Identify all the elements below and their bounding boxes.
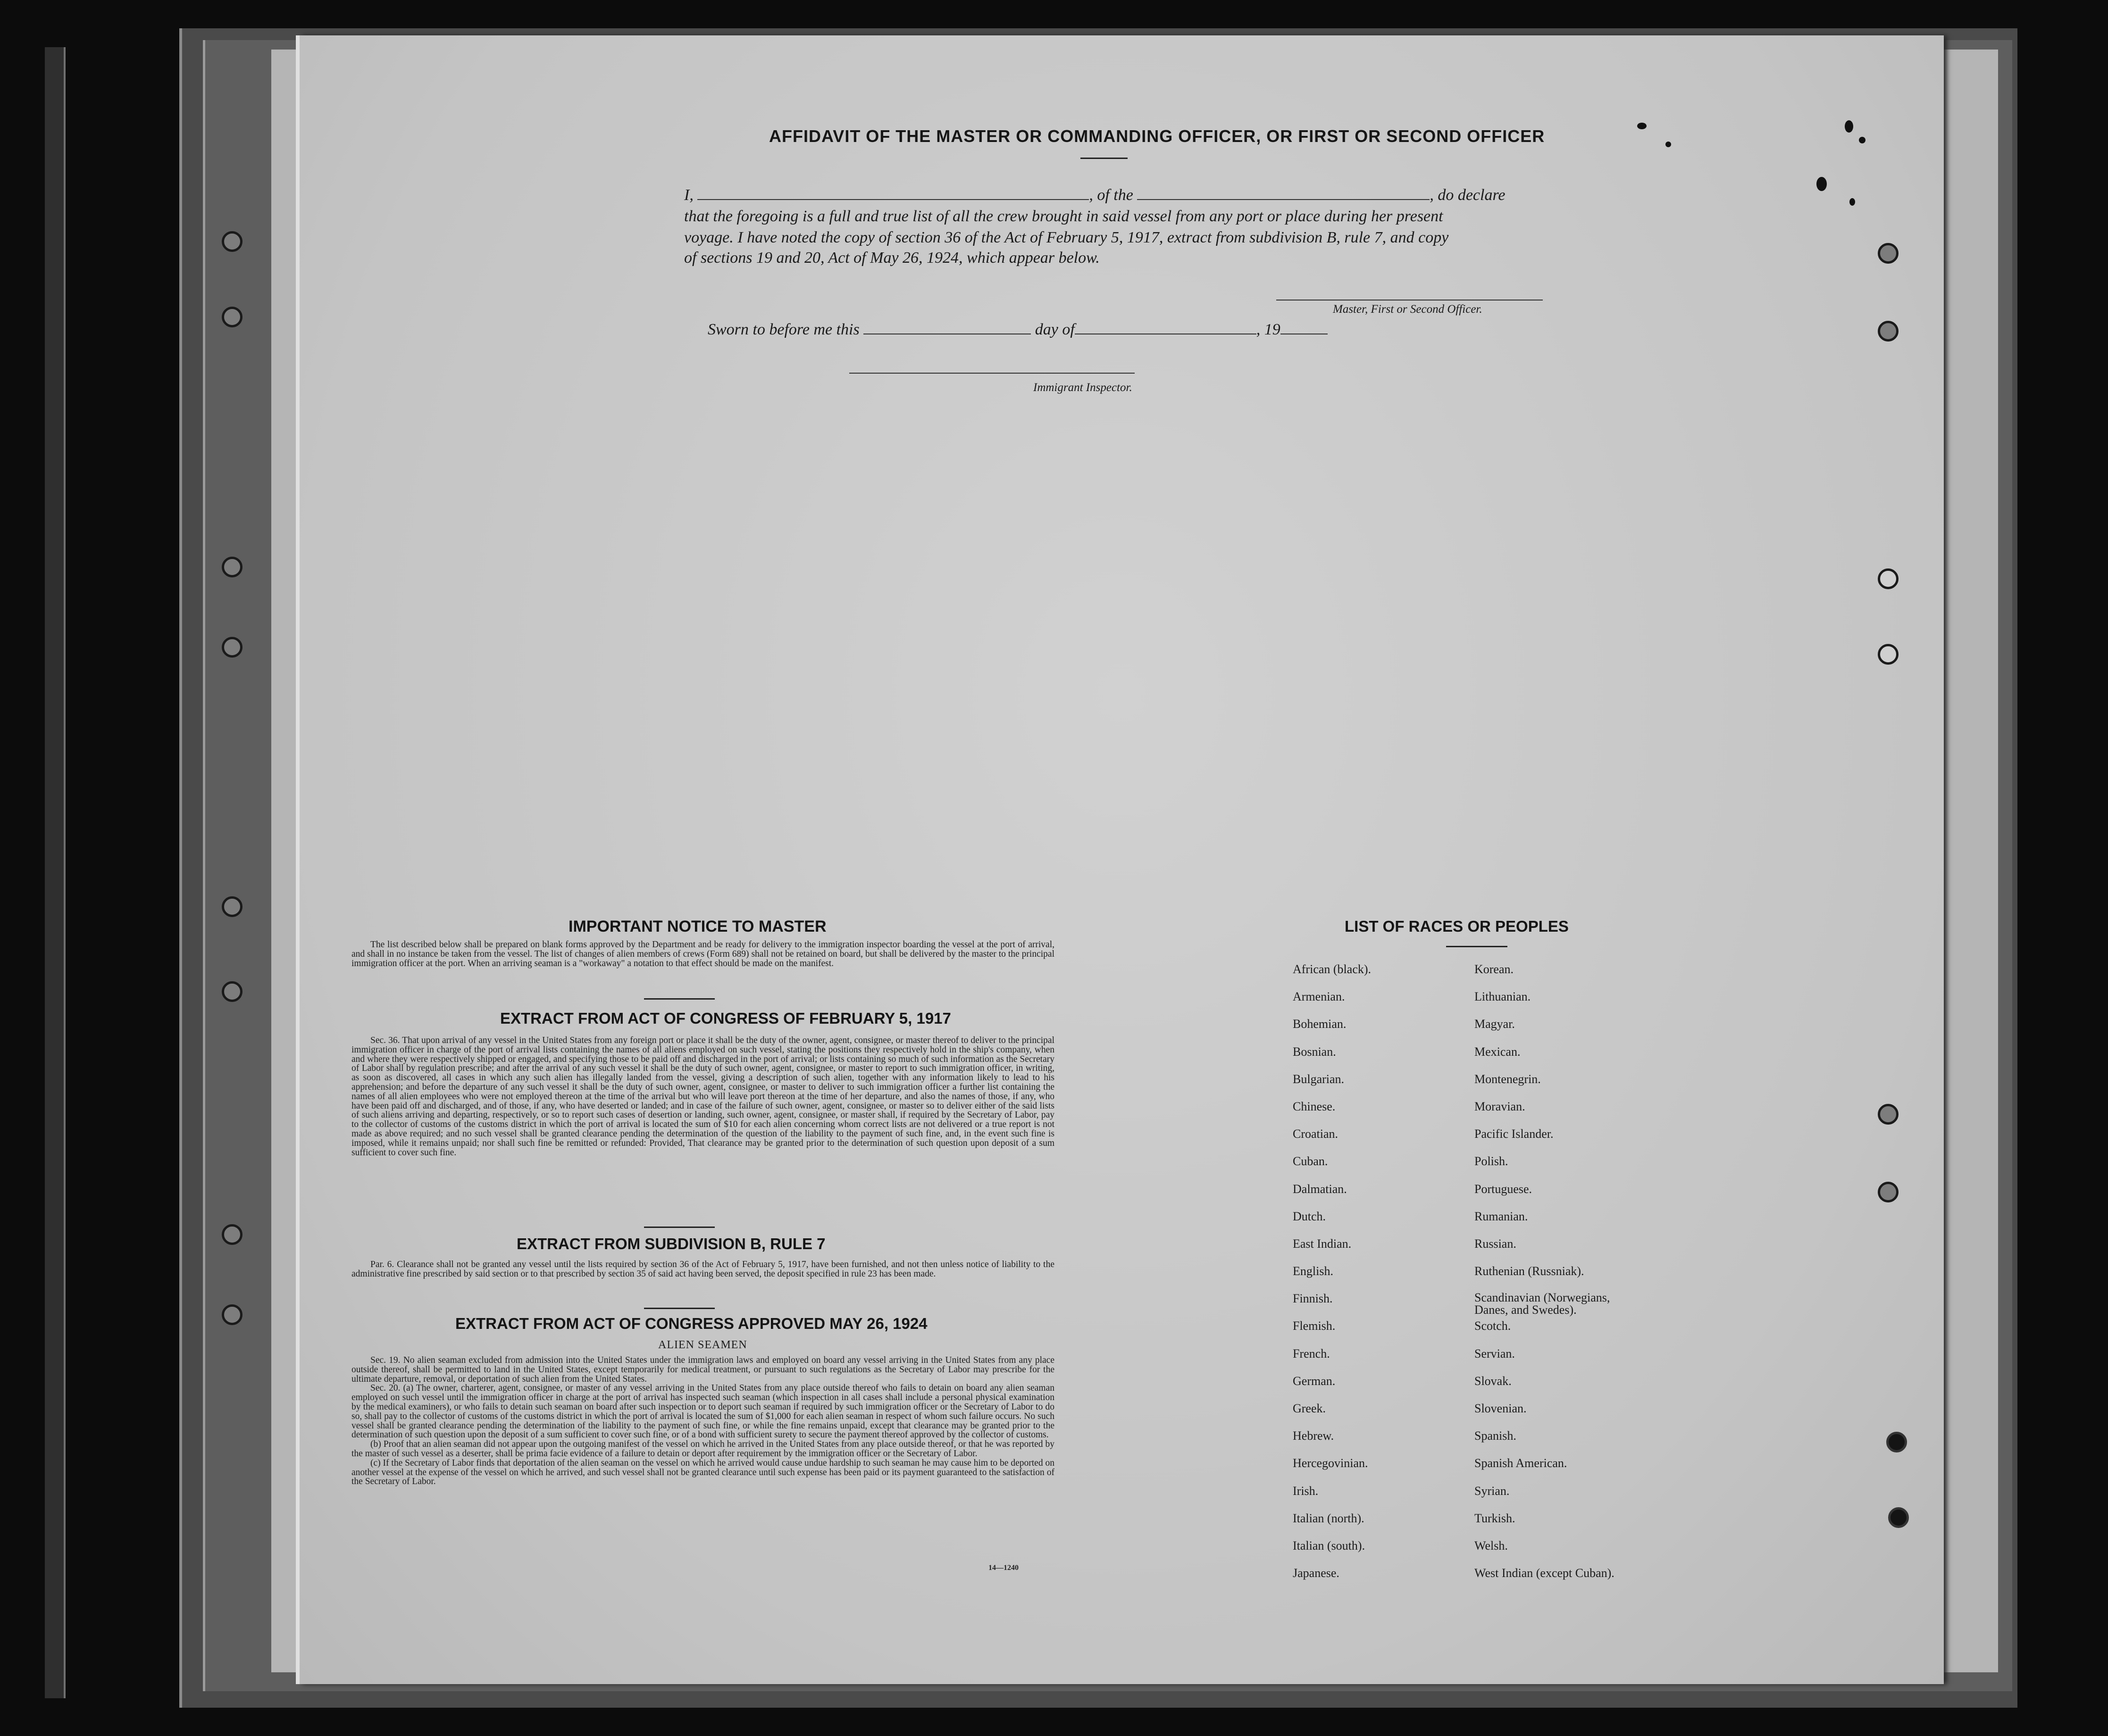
race-item: Magyar. bbox=[1474, 1017, 1515, 1031]
punch-hole-icon bbox=[1886, 1432, 1907, 1452]
alien-seamen-heading: ALIEN SEAMEN bbox=[658, 1339, 747, 1351]
race-item: Dalmatian. bbox=[1293, 1182, 1347, 1196]
race-item: Flemish. bbox=[1293, 1319, 1336, 1333]
sworn-prefix: Sworn to before me this bbox=[708, 321, 860, 338]
title-divider bbox=[1446, 946, 1507, 947]
race-item: Ruthenian (Russniak). bbox=[1474, 1264, 1584, 1278]
race-item: Servian. bbox=[1474, 1346, 1515, 1360]
master-caption: Master, First or Second Officer. bbox=[1333, 303, 1482, 316]
races-left-column bbox=[1293, 962, 1371, 1594]
race-item: Armenian. bbox=[1293, 990, 1345, 1004]
punch-hole-icon bbox=[222, 981, 243, 1002]
title-divider bbox=[1080, 158, 1128, 159]
extract-1924-title: EXTRACT FROM ACT OF CONGRESS APPROVED MAY 26, 1924 bbox=[455, 1315, 928, 1332]
punch-hole-icon bbox=[222, 557, 243, 577]
punch-hole-icon bbox=[1878, 243, 1899, 264]
vessel-blank[interactable] bbox=[1137, 187, 1430, 200]
race-item: Portuguese. bbox=[1474, 1182, 1532, 1196]
race-item: African (black). bbox=[1293, 962, 1372, 976]
race-item: Bulgarian. bbox=[1293, 1072, 1345, 1086]
race-item: Mexican. bbox=[1474, 1044, 1521, 1059]
race-item: East Indian. bbox=[1293, 1236, 1352, 1251]
punch-hole-icon bbox=[222, 1224, 243, 1245]
punch-hole-icon bbox=[222, 896, 243, 917]
sec-20b-paragraph: (b) Proof that an alien seaman did not appear upon the outgoing manifest of the vessel on which he arrived in the United States from any place outside thereof, or that he was reported by the master of such vessel as a deserter, shall be prima facie evidence of a failure to detain or deport after requirement by the immigration officer or the Secretary of Labor. bbox=[351, 1439, 1054, 1459]
race-item: Hebrew. bbox=[1293, 1429, 1334, 1443]
punch-hole-icon bbox=[1878, 1182, 1899, 1202]
name-blank[interactable] bbox=[697, 187, 1089, 200]
race-item: West Indian (except Cuban). bbox=[1474, 1566, 1614, 1580]
punch-hole-icon bbox=[1888, 1507, 1909, 1528]
inspector-caption: Immigrant Inspector. bbox=[1033, 381, 1132, 394]
race-item: Scotch. bbox=[1474, 1319, 1511, 1333]
race-item: Bohemian. bbox=[1293, 1017, 1347, 1031]
race-item: Italian (south). bbox=[1293, 1538, 1365, 1552]
ink-speck bbox=[1665, 142, 1671, 147]
sworn-month-blank[interactable] bbox=[1075, 321, 1256, 334]
punch-hole-icon bbox=[222, 637, 243, 658]
race-item: Bosnian. bbox=[1293, 1044, 1336, 1059]
race-item: Syrian. bbox=[1474, 1484, 1510, 1498]
race-item: Finnish. bbox=[1293, 1292, 1333, 1306]
affidavit-declare: , do declare bbox=[1430, 186, 1506, 204]
ink-speck bbox=[1637, 123, 1647, 129]
ink-speck bbox=[1849, 198, 1855, 206]
sworn-day-blank[interactable] bbox=[863, 321, 1031, 334]
race-item: German. bbox=[1293, 1374, 1336, 1388]
race-item: Greek. bbox=[1293, 1402, 1326, 1415]
race-item: Irish. bbox=[1293, 1484, 1319, 1498]
race-item: Cuban. bbox=[1293, 1154, 1328, 1168]
races-title: LIST OF RACES OR PEOPLES bbox=[1345, 918, 1569, 935]
race-item: Croatian. bbox=[1293, 1127, 1338, 1141]
notice-text: The list described below shall be prepared on blank forms approved by the Department and be ready for delivery to the immigration inspector boarding the vessel at the port of arrival, and shall in no instance be taken from the vessel. The list of changes of alien members of crews (Form 689) shall not be retained on board, but shall be delivered by the master to the principal immigration officer at the port. When an arriving seaman is a "workaway" a notation to that effect should be made on the manifest. bbox=[351, 940, 1054, 968]
extract-1917-text: Sec. 36. That upon arrival of any vessel in the United States from any foreign port or place it shall be the duty of the owner, agent, consignee, or master thereof to deliver to the principal immigration officer in charge of the port of arrival lists containing the names of all aliens employed on such vessel, stating the positions they respectively hold in the ship's company, when and where they were respectively shipped or engaged, and specifying those to be paid off and discharged in the port of arrival; or lists containing so much of such information as the Secretary of Labor shall by regulation prescribe; and after the arrival of any such vessel it shall be the duty of such owner, agent, consignee, or master to report to such immigration officer, in writing, as soon as discovered, all cases in which any such alien has illegally landed from the vessel, giving a description of such alien, together with any information likely to lead to his apprehension; and before the departure of any such vessel it shall be the duty of such owner, agent, consignee, or master to deliver to such immigration officer a further list containing the names of all alien employees who were not employed thereon at the time of the arrival but who will leave port thereon at the time of her departure, and also the names of those, if any, who have been paid off and discharged, and of those, if any, who have deserted or landed; and in case of the failure of such owner, agent, consignee, or master so to deliver either of the said lists of such aliens arriving and departing, respectively, or so to report such cases of desertion or landing, such owner, agent, consignee, or master shall, if required by the Secretary of Labor, pay to the collector of customs of the customs district in which the port of arrival is located the sum of $10 for each alien concerning whom correct lists are not delivered or a true report is not made as above required; and no such vessel shall be granted clearance pending the determination of the question of the liability to the payment of such fine, and, in the event such fine is imposed, while it remains unpaid; nor shall such fine be remitted or refunded: Provided, That clearance may be granted prior to the determination of such question upon deposit of a sum sufficient to cover such fine. bbox=[351, 1035, 1054, 1158]
sworn-year: , 19 bbox=[1256, 321, 1280, 338]
punch-hole-icon bbox=[1878, 321, 1899, 342]
affidavit-of-the: , of the bbox=[1089, 186, 1133, 204]
section-divider bbox=[644, 1227, 715, 1228]
race-item: Spanish. bbox=[1474, 1429, 1516, 1443]
affidavit-line-1 bbox=[684, 186, 1506, 204]
race-item: French. bbox=[1293, 1346, 1330, 1360]
affidavit-title: AFFIDAVIT OF THE MASTER OR COMMANDING OFFICER, OR FIRST OR SECOND OFFICER bbox=[769, 126, 1545, 146]
sworn-day-of: day of bbox=[1035, 321, 1075, 338]
inspector-signature-line[interactable] bbox=[849, 373, 1135, 374]
race-item: Scandinavian (Norwegians, Danes, and Swedes). bbox=[1474, 1291, 1610, 1317]
section-divider bbox=[644, 1308, 715, 1309]
extract-rule7-title: EXTRACT FROM SUBDIVISION B, RULE 7 bbox=[517, 1235, 826, 1252]
punch-hole-icon bbox=[1878, 568, 1899, 589]
punch-hole-icon bbox=[222, 1304, 243, 1325]
sec-19-paragraph: Sec. 19. No alien seaman excluded from admission into the United States under the immigration laws and employed on board any vessel arriving in the United States from any place outside thereof, shall be permitted to land in the United States, except temporarily for medical treatment, or pursuant to such regulations as the Secretary of Labor may prescribe for the ultimate departure, removal, or deportation of such alien from the United States. bbox=[351, 1355, 1054, 1384]
race-item: English. bbox=[1293, 1264, 1333, 1278]
affidavit-line-4: of sections 19 and 20, Act of May 26, 1924, which appear below. bbox=[684, 249, 1100, 267]
race-item: Chinese. bbox=[1293, 1099, 1336, 1113]
race-item: Moravian. bbox=[1474, 1099, 1525, 1113]
extract-1917-title: EXTRACT FROM ACT OF CONGRESS OF FEBRUARY 5, 1917 bbox=[500, 1010, 951, 1027]
affidavit-line-2: that the foregoing is a full and true list of all the crew brought in said vessel from any port or place during her present bbox=[684, 208, 1443, 225]
race-item: Slovenian. bbox=[1474, 1402, 1527, 1415]
race-item: Japanese. bbox=[1293, 1566, 1339, 1580]
race-item: Polish. bbox=[1474, 1154, 1508, 1168]
sworn-year-blank[interactable] bbox=[1280, 321, 1328, 334]
race-item: Dutch. bbox=[1293, 1209, 1326, 1223]
ink-speck bbox=[1859, 137, 1865, 143]
race-item: Italian (north). bbox=[1293, 1511, 1364, 1525]
race-item: Spanish American. bbox=[1474, 1456, 1567, 1470]
race-item: Russian. bbox=[1474, 1236, 1516, 1251]
sec-20c-paragraph: (c) If the Secretary of Labor finds that deportation of the alien seaman on the vessel on which he arrived would cause undue hardship to such seaman he may cause him to be deported on another vessel at the expense of the vessel on which he arrived, and such vessel shall not be granted clearance until such expense has been paid or its payment guaranteed to the satisfaction of the Secretary of Labor. bbox=[351, 1458, 1054, 1487]
affidavit-i: I, bbox=[684, 186, 694, 204]
sec-20a-paragraph: Sec. 20. (a) The owner, charterer, agent, consignee, or master of any vessel arriving in the United States from any place outside thereof who fails to detain on board any alien seaman employed on such vessel until the immigration officer in charge at the port of arrival has inspected such seaman (which inspection in all cases shall include a personal physical examination by the medical examiners), or who fails to detain such seaman on board after such inspection or to deport such seaman if required by such immigration officer or the Secretary of Labor to do so, shall pay to the collector of customs of the customs district in which the port of arrival is located the sum of $1,000 for each alien seaman in respect of whom such failure occurs. No such vessel shall be granted clearance pending the determination of the liability to the payment of such fine, or while the fine remains unpaid, except that clearance may be granted prior to the determination of such question upon the deposit of a sum sufficient to cover such fine, or of a bond with sufficient surety to secure the payment thereof approved by the collector of customs. bbox=[351, 1383, 1054, 1440]
race-item: Slovak. bbox=[1474, 1374, 1512, 1388]
ink-speck bbox=[1816, 177, 1827, 191]
race-item: Montenegrin. bbox=[1474, 1072, 1541, 1086]
extract-rule7-text: Par. 6. Clearance shall not be granted any vessel until the lists required by section 36 of the Act of February 5, 1917, have been furnished, and not then unless notice of liability to the administrative fine prescribed by said section or to that prescribed by section 35 of said act having been served, the deposit specified in rule 23 has been made. bbox=[351, 1260, 1054, 1279]
race-item: Turkish. bbox=[1474, 1511, 1515, 1525]
race-item: Hercegovinian. bbox=[1293, 1456, 1368, 1470]
notice-title: IMPORTANT NOTICE TO MASTER bbox=[569, 918, 827, 935]
form-number: 14—1240 bbox=[988, 1564, 1019, 1572]
punch-hole-icon bbox=[1878, 1104, 1899, 1125]
punch-hole-icon bbox=[222, 307, 243, 327]
punch-hole-icon bbox=[222, 231, 243, 252]
affidavit-line-3: voyage. I have noted the copy of section 36 of the Act of February 5, 1917, extract from subdivision B, rule 7, and copy bbox=[684, 229, 1449, 246]
race-item: Pacific Islander. bbox=[1474, 1127, 1554, 1141]
races-right-column bbox=[1474, 962, 1644, 1594]
punch-hole-icon bbox=[1878, 644, 1899, 665]
race-item: Korean. bbox=[1474, 962, 1514, 976]
race-item: Welsh. bbox=[1474, 1538, 1508, 1552]
extract-1924-text bbox=[351, 1356, 1054, 1486]
race-item: Lithuanian. bbox=[1474, 990, 1531, 1004]
race-item: Rumanian. bbox=[1474, 1209, 1528, 1223]
ink-speck bbox=[1845, 120, 1853, 133]
section-divider bbox=[644, 998, 715, 1000]
scanner-edge bbox=[45, 47, 66, 1698]
sworn-line bbox=[708, 321, 1328, 339]
